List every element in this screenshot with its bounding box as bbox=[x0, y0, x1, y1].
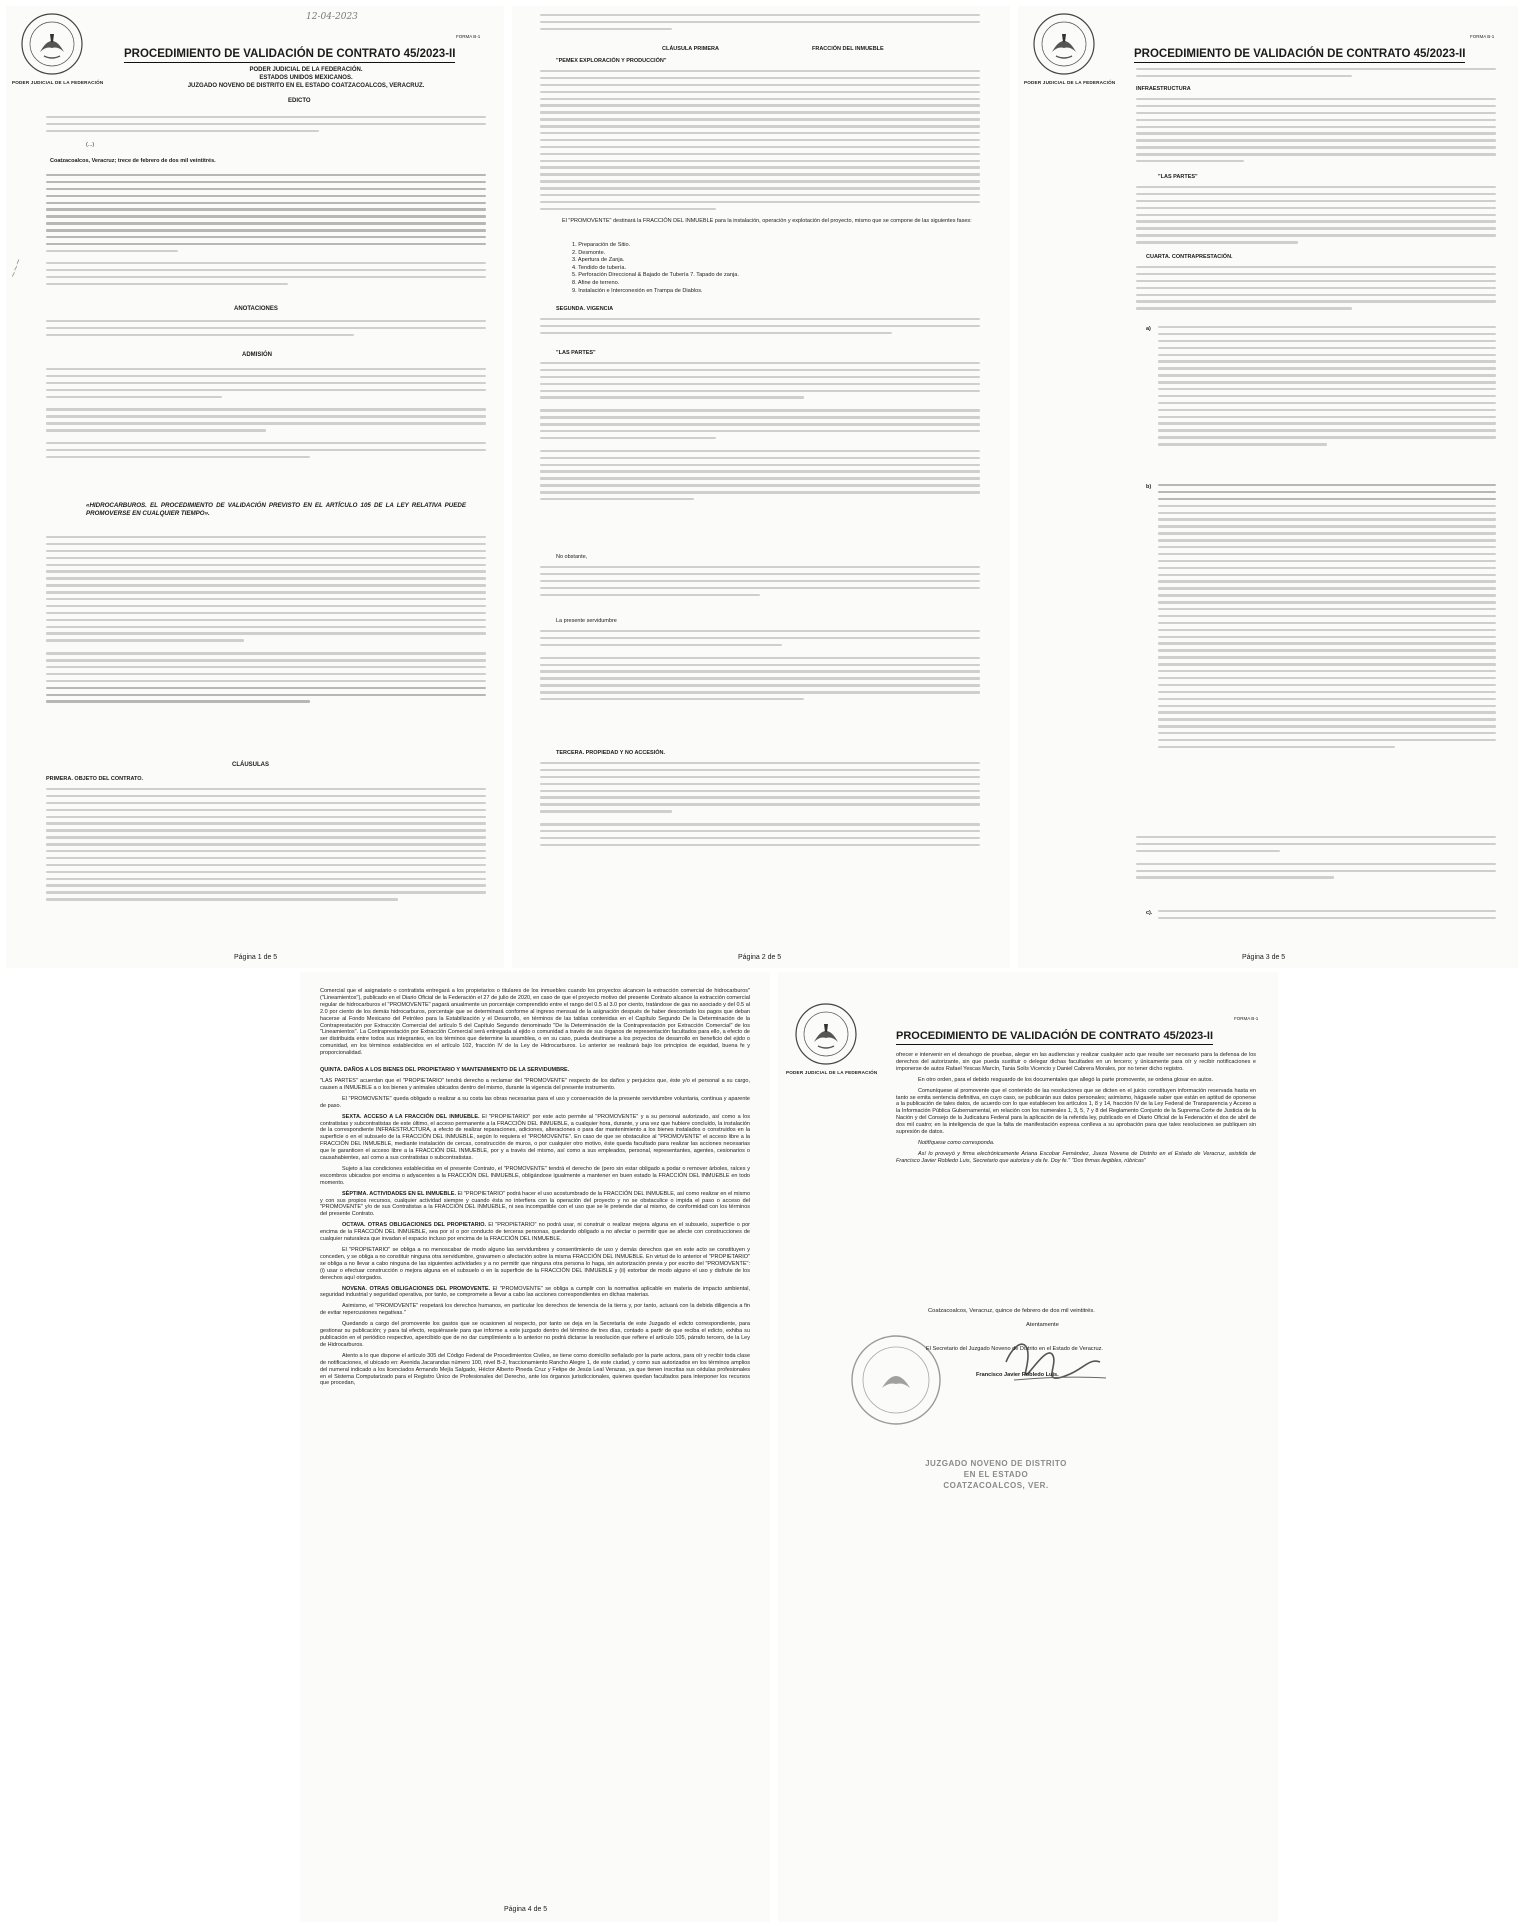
inciso-c: c). bbox=[1146, 910, 1153, 916]
document-title: PROCEDIMIENTO DE VALIDACIÓN DE CONTRATO 45/2023-II bbox=[124, 48, 455, 63]
court-header bbox=[126, 66, 486, 90]
ellipsis: (...) bbox=[86, 142, 95, 148]
novena-text: El "PROMOVENTE" se obliga a cumplir con la normativa aplicable en materia de impacto ambiental, seguridad industrial y seguridad operativa, por tanto, se compromete a llevar a cabo las acciones correspondientes en dichas materias. bbox=[320, 1285, 750, 1299]
pemex-ref: "PEMEX EXPLORACIÓN Y PRODUCCIÓN" bbox=[556, 58, 667, 64]
phases-intro-text: El "PROMOVENTE" destinará la FRACCIÓN DEL INMUEBLE para la instalación, operación y explotación del proyecto, mismo que se compone de las siguientes fases: bbox=[562, 218, 972, 224]
admision-heading: ADMISIÓN bbox=[242, 352, 272, 358]
phase-item: 9. Instalación e Interconexión en Trampa de Diablos. bbox=[572, 287, 703, 294]
page5-body bbox=[896, 1052, 1256, 1169]
lineamientos-paragraph: Comercial que el asignatario o contratista entregará a los propietarios o titulares de los inmuebles cuando los proyectos alcancen la extracción comercial de hidrocarburos" ("Lineamientos"), publicado en el Diario Oficial de la Federación el 27 de julio de 2020, en caso de que el proyecto motivo del presente Contrato alcance la extracción comercial regular de hidrocarburos el "PROMOVENTE" pagará anualmente un porcentaje comprendido entre el rango del 0.5 al 3.0 por ciento, tratándose de gas no asociado y del 0.5 al 2.0 por ciento de los demás hidrocarburos, porcentaje que se determinará conforme al ingreso mensual de la asignación después de haber descontado los pagos que deban hacerse al Fondo Mexicano del Petróleo para la Estabilización y el Desarrollo, en términos de las tablas contenidas en el Capítulo Segundo De la Determinación de la Contraprestación por Extracción Comercial del artículo 5 del Capítulo Segundo denominado "De la Determinación de la Contraprestación por Extracción Comercial" de los "Lineamientos". La Contraprestación por Extracción Comercial será entregada al ejido o comunidad a través de sus órganos de representación facultados para ello, a efecto de ser distribuida entre todos sus integrantes, en los términos que determine la asamblea, o en su caso, pueda destinarse a los proyectos de desarrollo en beneficio del ejido o comunidad, en los términos establecidos en el artículo 102, fracción IV de la Ley de Hidrocarburos. Lo anterior se realizará bajo los principios de equidad, buena fe y proporcionalidad. bbox=[320, 988, 750, 1057]
text-block-consecuencia bbox=[1136, 98, 1496, 167]
closing-paragraph-1: Quedando a cargo del promovente los gastos que se ocasionen al respecto, por tanto se deja en la Secretaría de este Juzgado el edicto correspondiente, para gestionar su publicación; y para tal efecto, requiérasele para que informe a este juzgado dentro del término de tres días, contado a partir de que reciba el edicto, exhiba su publicación en el periódico respectivo, apercibido que de no dar cumplimiento a lo anterior no podrá dictarse la resolución que refiere el artículo 105, párrafo tercero, de la Ley de Hidrocarburos. bbox=[320, 1321, 750, 1348]
atentamente-label: Atentamente bbox=[1026, 1322, 1059, 1328]
court-stamp bbox=[896, 1458, 1096, 1491]
stamp-line-2: EN EL ESTADO bbox=[963, 1470, 1029, 1479]
place-date: Coatzacoalcos, Veracruz; trece de febrero de dos mil veintitrés. bbox=[50, 158, 216, 164]
text-block-gravamen bbox=[540, 362, 980, 505]
mexican-coat-of-arms-seal bbox=[794, 1002, 858, 1066]
form-label: FORMA B-1 bbox=[1234, 1016, 1259, 1021]
court-round-seal bbox=[838, 1318, 1168, 1468]
text-block-gastos bbox=[1136, 836, 1496, 883]
signer-name: Francisco Javier Robledo Luis. bbox=[976, 1372, 1059, 1378]
fraccion-ref: FRACCIÓN DEL INMUEBLE bbox=[812, 46, 884, 52]
closing-place-date: Coatzacoalcos, Veracruz, quince de febrero de dos mil veintitrés. bbox=[928, 1308, 1095, 1314]
phase-item: 3. Apertura de Zanja. bbox=[572, 257, 625, 264]
phase-item: 5. Perforación Direccional & Bajado de Tubería 7. Tapado de zanja. bbox=[572, 272, 739, 279]
page-footer-3: Página 3 de 5 bbox=[1242, 954, 1286, 961]
document-page-4 bbox=[300, 972, 770, 1922]
text-block-inciso-b bbox=[1158, 484, 1496, 753]
octava-text: El "PROPIETARIO" no podrá usar, ni construir o realizar mejora alguna en el subsuelo, superficie o por encima de la FRACCIÓN DEL INMUEBLE, sea por sí o por conducto de terceras personas, quedando obligado a no afectar o permitir que se afecte con construcciones de cualquier naturaleza que invadan el espacio incluso por encima de la FRACCIÓN DEL INMUEBLE. bbox=[320, 1222, 750, 1243]
text-block-inciso-c bbox=[1158, 910, 1496, 924]
sexta-heading: SEXTA. ACCESO A LA FRACCIÓN DEL INMUEBLE. bbox=[342, 1113, 480, 1120]
paragraph-ofrecer: ofrecer e intervenir en el desahogo de pruebas, alegar en las audiencias y realizar cualquier acto que resulte ser necesario para la defensa de los derechos del autorizante, sin que pueda sustituir o delegar dichas facultades en un tercero; y únicamente para oír y recibir notificaciones e imponerse de autos Rafael Yescas Marcín, Tania Solís Vicencio y Daniel Cabrera Morales, por no tener dicho registro. bbox=[896, 1052, 1256, 1072]
signature-area bbox=[838, 1318, 1168, 1468]
thesis-quote: «HIDROCARBUROS. EL PROCEDIMIENTO DE VALIDACIÓN PREVISTO EN EL ARTÍCULO 105 DE LA LEY RELATIVA PUEDE PROMOVERSE EN CUALQUIER TIEMPO». bbox=[86, 502, 466, 517]
septima-text: El "PROPIETARIO" podrá hacer el uso acostumbrado de la FRACCIÓN DEL INMUEBLE, así como realizar en el mismo y con sus propios recursos, cualquier actividad siempre y cuando ésta no interfiera con la operación del proyecto y no se obstaculice o impida el paso o acceso del "PROMOVENTE" y/o de sus Contratistas a la FRACCIÓN DEL INMUEBLE, ni sea incompatible con el uso que se le pretende dar al mismo, de conformidad con los términos del presente Contrato. bbox=[320, 1190, 750, 1218]
edicto-label: EDICTO bbox=[288, 98, 311, 104]
issuer-label: PODER JUDICIAL DE LA FEDERACIÓN bbox=[1024, 80, 1116, 85]
phase-item: 4. Tendido de tubería. bbox=[572, 264, 627, 271]
text-block-no-obstante bbox=[540, 566, 980, 600]
paragraph-glosar: En otro orden, para el debido resguardo de los documentales que allegó la parte promovente, se ordena glosar en autos. bbox=[918, 1076, 1214, 1083]
handwritten-date: 12-04-2023 bbox=[306, 12, 358, 22]
phase-item: 2. Desmonte. bbox=[572, 249, 606, 256]
document-page-5 bbox=[778, 972, 1278, 1922]
text-block-primera bbox=[46, 788, 486, 905]
page-footer-1: Página 1 de 5 bbox=[234, 954, 278, 961]
text-block-destruccion bbox=[540, 630, 980, 705]
inciso-b: b) bbox=[1146, 484, 1152, 490]
octava-text-2: El "PROPIETARIO" se obliga a no menoscabar de modo alguno las servidumbres y consentimiento de uso y demás derechos que en este acto se constituyen y conceden, y se obliga a no constituir ninguna otra servidumbre, gravamen o afectación sobre la misma FRACCIÓN DEL INMUEBLE. En virtud de lo anterior el "PROPIETARIO" se obliga a no llevar a cabo ninguna de las siguientes actividades y a no permitir que ninguna otra persona lo haga, sin autorización previa y por escrito del "PROMOVENTE": (i) usar o efectuar construcción o mejora alguna en el subsuelo o en la superficie de la FRACCIÓN DEL INMUEBLE y (ii) estorbar de modo alguno el uso y disfrute de los derechos aquí otorgados. bbox=[320, 1247, 750, 1281]
quinta-heading: QUINTA. DAÑOS A LOS BIENES DEL PROPIETARIO Y MANTENIMIENTO DE LA SERVIDUMBRE. bbox=[320, 1067, 570, 1074]
text-block-continuation bbox=[1136, 68, 1496, 82]
document-title: PROCEDIMIENTO DE VALIDACIÓN DE CONTRATO 45/2023-II bbox=[1134, 48, 1465, 63]
text-block-continuation bbox=[540, 14, 980, 35]
primera-heading: PRIMERA. OBJETO DEL CONTRATO. bbox=[46, 776, 144, 782]
document-page-1 bbox=[6, 6, 504, 968]
anotaciones-heading: ANOTACIONES bbox=[234, 306, 278, 312]
servidumbre-ref: La presente servidumbre bbox=[556, 618, 617, 624]
phase-item: 1. Preparación de Sitio. bbox=[572, 242, 631, 248]
text-block-ahora-bien bbox=[46, 536, 486, 707]
segunda-heading: SEGUNDA. VIGENCIA bbox=[556, 306, 614, 312]
document-title: PROCEDIMIENTO DE VALIDACIÓN DE CONTRATO 45/2023-II bbox=[896, 1030, 1213, 1045]
issuer-label: PODER JUDICIAL DE LA FEDERACIÓN bbox=[786, 1070, 878, 1075]
page-footer-4: Página 4 de 5 bbox=[504, 1906, 548, 1913]
stamp-line-1: JUZGADO NOVENO DE DISTRITO bbox=[925, 1459, 1067, 1468]
novena-text-2: Asimismo, el "PROMOVENTE" respetará los derechos humanos, en particular los derechos de tenencia de la tierra y, por tanto, actuará con la debida diligencia a fin de evitar repercusiones negativas." bbox=[320, 1303, 750, 1317]
sexta-text-2: Sujeto a las condiciones establecidas en el presente Contrato, el "PROMOVENTE" tendrá el derecho de (pero sin estar obligado a podar o remover árboles, raíces y escombros ubicados por encima o adyacentes a la FRACCIÓN DEL INMUEBLE, obligándose igualmente a mantener en buen estado la FRACCIÓN DEL INMUEBLE en todo momento. bbox=[320, 1165, 750, 1186]
septima-heading: SÉPTIMA. ACTIVIDADES EN EL INMUEBLE. bbox=[342, 1190, 456, 1197]
mexican-coat-of-arms-seal bbox=[1032, 12, 1096, 76]
paragraph-firma: Así lo proveyó y firma electrónicamente Ariana Escobar Fernández, Jueza Novena de Distrito en el Estado de Veracruz, asistida de Francisco Javier Robledo Luis, Secretario que autoriza y da fe. Doy fe." "Dos firmas ilegibles, rúbricas" bbox=[896, 1150, 1256, 1164]
text-block-tercera bbox=[540, 762, 980, 851]
paragraph-notifiquese: Notifíquese como corresponda. bbox=[918, 1139, 995, 1146]
margin-handwriting: ~~~ bbox=[8, 257, 24, 280]
text-block-cuarta bbox=[1136, 266, 1496, 314]
text-block-admision bbox=[46, 368, 486, 463]
infraestructura-ref: INFRAESTRUCTURA bbox=[1136, 86, 1191, 92]
form-label: FORMA B-1 bbox=[456, 34, 481, 39]
text-block-intro bbox=[46, 116, 486, 137]
stamp-line-3: COATZACOALCOS, VER. bbox=[943, 1481, 1049, 1490]
quinta-text: "LAS PARTES" acuerdan que el "PROPIETARIO" tendrá derecho a reclamar del "PROMOVENTE" respecto de los daños y perjuicios que, éste y/o el personal a su cargo, causen a INMUEBLE a o los bienes y animales ubicados dentro del mismo, durante la vigencia del presente instrumento. bbox=[320, 1077, 750, 1091]
signer-title: El Secretario del Juzgado Noveno de Distrito en el Estado de Veracruz. bbox=[926, 1346, 1103, 1352]
text-block-escrito bbox=[46, 174, 486, 257]
document-page-2 bbox=[512, 6, 1010, 968]
clausula-primera-ref: CLÁUSULA PRIMERA bbox=[662, 46, 719, 52]
phase-item: 8. Afine de terreno. bbox=[572, 279, 620, 286]
text-block-servidumbre bbox=[540, 70, 980, 215]
phases-list bbox=[572, 242, 739, 295]
page4-body bbox=[320, 988, 750, 1391]
las-partes-ref: "LAS PARTES" bbox=[556, 350, 596, 356]
phases-intro bbox=[540, 218, 980, 229]
sexta-text: El "PROPIETARIO" por este acto permite al "PROMOVENTE" y a su personal autorizado, así como a los contratistas y subcontratistas de este último, el acceso permanente a la FRACCIÓN DEL INMUEBLE, a cualquier hora, durante, y una vez que hubiere concluido, la instalación de la correspondiente INFRAESTRUCTURA, a efecto de realizar reparaciones, adiciones, alteraciones o para dar mantenimiento a los bienes instalados o construidos en la superficie o en el subsuelo de la FRACCIÓN DEL INMUEBLE, según lo requiera el "PROMOVENTE". En caso de que se obstaculice al "PROMOVENTE" el acceso libre a la FRACCIÓN DEL INMUEBLE, mediante instalación de cercas, construcción de muros, o por cualquier otro motivo, éste queda facultado para realizar las acciones necesarias que le garanticen el acceso libre a la FRACCIÓN DEL INMUEBLE, por y a través del mismo, así como a sus empleados, personal, representantes, agentes, cesionarios o causahabientes, así como a sus contratistas o subcontratistas. bbox=[320, 1113, 750, 1162]
closing-paragraph-2: Atento a lo que dispone el artículo 305 del Código Federal de Procedimientos Civiles, se tiene como domicilio señalado por la parte actora, para oír y recibir toda clase de notificaciones, el ubicado en: Avenida Jacarandas número 100, nivel B-2, fraccionamiento Rancho Alegre 1, de este ciudad, y como sus autorizados en los términos amplios del numeral indicado a los licenciados Armando Mejía Salgado, Héctor Alberto Pineda Cruz y Felipe de Jesús Leal Verazas, ya que tienen inscritas sus cédulas profesionales en el Sistema Computarizado para el Registro Único de Profesionales del Derecho, ante los órganos jurisdiccionales, quienes quedan facultados para interponer los recursos que procedan, bbox=[320, 1352, 750, 1387]
quinta-text-2: El "PROMOVENTE" queda obligado a realizar a su costa las obras necesarias para el uso y conservación de la presente servidumbre voluntaria, continua y aparente de paso. bbox=[320, 1095, 750, 1109]
mexican-coat-of-arms-seal bbox=[20, 12, 84, 76]
page-footer-2: Página 2 de 5 bbox=[738, 954, 782, 961]
issuer-label: PODER JUDICIAL DE LA FEDERACIÓN bbox=[12, 80, 104, 85]
text-block-anotaciones bbox=[46, 320, 486, 341]
text-block-igual-forma bbox=[1136, 186, 1496, 248]
document-page-3 bbox=[1018, 6, 1518, 968]
header-line-2: ESTADOS UNIDOS MEXICANOS. bbox=[259, 75, 353, 81]
form-label: FORMA B-1 bbox=[1470, 34, 1495, 39]
las-partes-ref: "LAS PARTES" bbox=[1158, 174, 1198, 180]
inciso-a: a) bbox=[1146, 326, 1151, 332]
novena-heading: NOVENA. OTRAS OBLIGACIONES DEL PROMOVENTE. bbox=[342, 1285, 491, 1292]
text-block-segunda bbox=[540, 318, 980, 339]
tercera-heading: TERCERA. PROPIEDAD Y NO ACCESIÓN. bbox=[556, 750, 665, 756]
clausulas-heading: CLÁUSULAS bbox=[232, 762, 269, 768]
octava-heading: OCTAVA. OTRAS OBLIGACIONES DEL PROPIETARIO. bbox=[342, 1222, 487, 1229]
text-block-inciso-a bbox=[1158, 326, 1496, 450]
header-line-3: JUZGADO NOVENO DE DISTRITO EN EL ESTADO COATZACOALCOS, VERACRUZ. bbox=[187, 83, 425, 89]
text-block-certificada bbox=[46, 262, 486, 290]
header-line-1: PODER JUDICIAL DE LA FEDERACIÓN. bbox=[249, 67, 363, 73]
paragraph-comuniquese: Comuníquese al promovente que el contenido de las resoluciones que se dicten en el juicio constituyen información reservada hasta en tanto se emita sentencia definitiva, en cuyo caso, se publicarán sus datos personales; asimismo, hágasele saber que están en aptitud de oponerse a la publicación de tales datos, de acuerdo con lo que establecen los artículos 1, 8 y 14, fracción IV de la Ley Federal de Transparencia y Acceso a la Información Pública Gubernamental, en relación con los numerales 1, 3, 5, 7 y 8 del Reglamento Conjunto de la Suprema Corte de Justicia de la Nación y del Consejo de la Judicatura Federal para la aplicación de la referida ley, publicado en el Diario Oficial de la Federación el dos de abril de dos mil cuatro; en la inteligencia de que la falta de manifestación expresa conlleva a su aprobación para que tales resoluciones se publiquen sin supresión de datos. bbox=[896, 1087, 1256, 1136]
cuarta-heading: CUARTA. CONTRAPRESTACIÓN. bbox=[1146, 254, 1233, 260]
no-obstante-ref: No obstante, bbox=[556, 554, 588, 560]
